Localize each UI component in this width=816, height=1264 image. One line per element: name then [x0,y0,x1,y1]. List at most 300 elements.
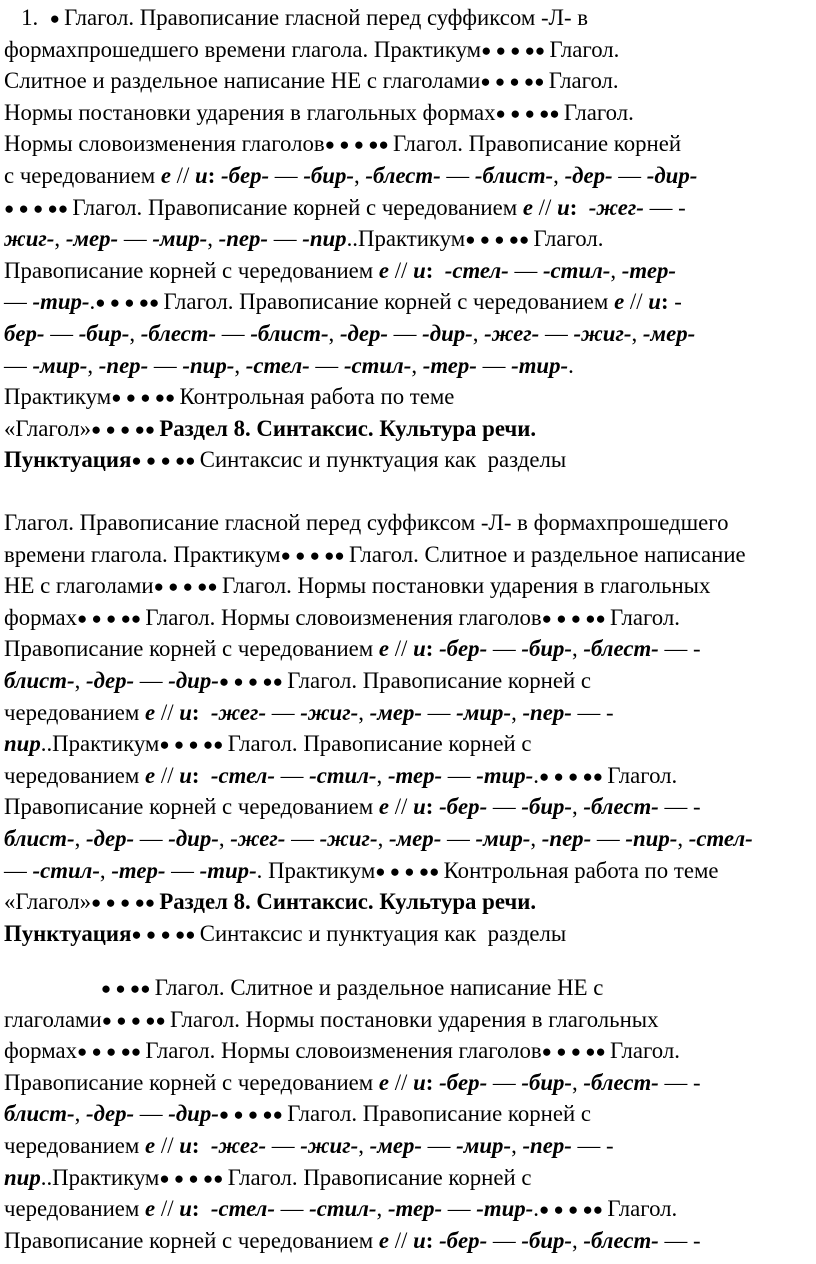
text-run: . Практикум [256,857,376,883]
bold-italic-root: -блест- [583,1227,659,1253]
bold-italic-root: -тер- [422,352,477,378]
text-run: // [389,1069,414,1095]
text-run: Глагол. Правописание корней с [227,1164,532,1190]
text-run: — [421,1133,457,1158]
text-run: // [532,194,558,220]
text-line [4,918,566,952]
text-run: Глагол. [549,36,620,62]
text-line [4,255,676,287]
text-run: — [476,352,512,378]
text-run: // [389,636,414,662]
text-run: // [624,289,649,315]
bold-italic-root: -бер- [439,636,488,662]
text-line [4,665,591,699]
bold-italic-root: -тер- [111,857,166,883]
text-run: , [553,163,565,188]
text-run: , [207,226,219,252]
bullet-dots: ● ● ● ●● [159,1168,228,1188]
bold-italic-root: -тир- [476,762,534,788]
text-run: , [511,699,523,725]
bold-text: : [660,289,669,315]
text-line [4,286,682,320]
text-run [200,700,211,725]
text-run: — [266,699,301,725]
bullet-dots: ● ● ● ●● [375,861,444,881]
bold-italic-root: е [614,289,625,315]
text-run: — - [658,636,701,662]
bold-italic-root: -мер- [65,226,119,252]
text-run: // [170,163,196,188]
text-run: Глагол. Слитное и раздельное написание НЕ с [154,975,604,1000]
text-run: Глагол. [563,99,634,125]
text-run: — [387,321,423,346]
text-run: // [155,1196,180,1222]
text-run: — [539,321,574,346]
text-line [4,728,532,762]
text-line [4,1162,532,1196]
bold-italic-root: -пер- [522,1133,572,1158]
text-run: Нормы словоизменения глаголов [4,131,325,157]
text-run: , [572,1069,584,1095]
bold-italic-root: е [378,257,390,283]
text-run: — [487,636,522,662]
bold-italic-root: -стел- [210,1196,275,1222]
text-run [200,1133,211,1158]
text-run: 1. [4,5,50,30]
bold-italic-root: и [648,289,661,315]
bold-italic-root: и [557,194,570,220]
text-run: чередованием [4,1133,146,1158]
text-run: - [668,289,682,315]
bold-text: : [425,1227,434,1253]
bold-italic-root: -стил- [542,257,611,283]
text-run: Глагол. Правописание корней [393,131,682,157]
text-run: — [4,857,33,883]
bold-italic-root: и [179,762,192,788]
bold-italic-root: е [145,1133,156,1158]
bullet-dots: ● ● ● ●● [77,608,146,628]
text-run: Нормы постановки ударения в глагольных формах [4,99,496,125]
text-run: глаголами [4,1006,102,1032]
text-run: Глагол. Нормы словоизменения глаголов [145,1038,542,1064]
text-line [4,539,746,573]
text-run: Правописание корней с чередованием [4,794,379,820]
bullet-dots: ● ● ● ●● [218,1105,288,1125]
bold-italic-root: -дир- [168,826,219,851]
text-run: , [572,1227,584,1253]
bold-italic-root: -блест- [140,321,217,346]
text-run: , [129,321,141,346]
bold-italic-root: -дер- [339,321,388,346]
bold-italic-root: е [145,699,156,725]
text-run: . [533,762,539,788]
bold-italic-root: -мер- [369,699,422,725]
text-run: — [268,226,303,252]
bold-italic-root: е [378,1069,390,1095]
bold-italic-root: -дир- [168,668,219,693]
text-run: формах [4,1038,78,1064]
text-run: . [89,289,96,315]
bold-italic-root: -пер- [541,826,592,851]
text-run: , [54,226,66,252]
text-line [4,886,536,920]
bold-italic-root: -бер- [221,163,270,188]
text-run: Правописание корней с чередованием [4,636,379,662]
text-run: «Глагол» [4,415,92,441]
text-run: НЕ с глаголами [4,573,154,599]
bold-text: : [207,163,216,188]
text-run: — [134,1101,169,1127]
text-run: Глагол. [610,1038,680,1064]
bullet-dots: ● ● ● ●● [77,1042,146,1062]
bold-italic-root: -бир- [521,794,572,820]
text-run: Глагол. [607,1196,678,1222]
bold-italic-root: е [145,762,156,788]
bold-italic-root: -бир- [521,636,572,662]
bold-italic-root: -жиг- [573,321,632,346]
bold-italic-root: -мир- [475,826,531,851]
text-run: , [328,321,340,346]
text-line [4,192,686,226]
text-run: Контрольная работа по теме [179,384,455,410]
bold-italic-root: блист- [4,826,75,851]
bold-italic-root: е [378,636,390,662]
bold-text: : [191,762,200,788]
text-line [4,972,603,1006]
text-run: Глагол. [607,762,678,788]
text-line [4,160,697,192]
bold-italic-root: и [413,1069,426,1095]
text-run: с чередованием [4,163,161,188]
text-line [4,855,719,889]
text-run: Глагол. Правописание гласной перед суффиксом -Л- в формахпрошедшего [4,510,729,535]
bold-italic-root: -тир- [32,289,90,315]
bold-text: Пунктуация [4,447,132,473]
bullet-dots: ● ● ● ●● [91,893,160,913]
bold-italic-root: -тер- [387,762,443,788]
text-line [4,697,614,729]
text-run: — [441,826,476,851]
text-run: , [411,352,423,378]
text-run: . [533,1196,539,1222]
text-run: Правописание корней с чередованием [4,257,379,283]
bold-italic-root: -мир- [152,226,208,252]
bullet-dots: ● ● ●● [100,979,155,998]
bold-italic-root: -тер- [387,1196,443,1222]
bold-text: : [191,1133,200,1158]
text-run: — - [571,1133,614,1158]
text-run: ..Практикум [40,1164,160,1190]
text-run: , [74,668,87,693]
text-line [4,34,619,68]
bullet-dots: ● ● ● ●● [101,1010,171,1030]
bold-italic-root: -жег- [210,1133,267,1158]
text-run: — [266,1133,301,1158]
text-line [4,444,566,478]
bold-italic-root: -дер- [86,826,135,851]
bold-italic-root: -жег- [210,699,267,725]
text-line [4,507,728,539]
text-run: Правописание корней с чередованием [4,1069,379,1095]
text-line [4,633,701,665]
bold-italic-root: -пер- [218,226,269,252]
text-line [4,65,619,99]
bold-italic-root: -стил- [309,762,377,788]
bold-italic-root: е [378,794,390,820]
text-run: , [472,321,485,346]
text-run: , [610,257,622,283]
bold-italic-root: -тир- [199,857,257,883]
bold-italic-root: и [413,636,426,662]
bullet-dots: ● ● ● ●● [131,924,200,944]
bold-text: : [425,636,434,662]
text-run: , [677,826,689,851]
bold-italic-root: -мир- [456,699,512,725]
bold-italic-root: пир [4,731,41,757]
bold-italic-root: -блист- [474,163,554,188]
bold-italic-root: -стел- [688,826,753,851]
bold-italic-root: и [179,1133,192,1158]
text-run: ..Практикум [40,731,160,757]
text-run: Глагол. Нормы словоизменения глаголов [145,604,542,630]
bullet-dots: ● ● ● ●● [495,103,564,123]
bullet-dots: ● ● ● ●● [95,293,164,313]
bold-italic-root: -стел- [210,762,275,788]
text-run: Глагол. Слитное и раздельное написание [348,541,746,567]
text-run: ..Практикум [346,226,466,252]
bold-italic-root: -бер- [439,1227,488,1253]
text-run [200,1196,211,1221]
text-run [4,975,101,1000]
bullet-dots: ● ● ● ●● [465,230,534,250]
bold-italic-root: и [179,1196,192,1222]
bold-italic-root: бер- [4,321,45,346]
bold-italic-root: -дер- [86,1101,135,1127]
bold-italic-root: -пер- [98,352,149,378]
text-run: — [165,857,200,883]
bullet-dots: ● ● ● ●● [4,198,73,218]
bold-text: Раздел 8. Синтаксис. Культура речи. [159,415,537,441]
text-run: — [591,826,626,851]
bullet-dots: ● ● ● ●● [324,135,394,155]
bullet-dots: ● ● ● ●● [541,608,611,628]
text-run: Синтаксис и пунктуация как разделы [199,447,567,473]
text-line [4,223,603,257]
text-run: формахпрошедшего времени глагола. Практикум [4,36,482,62]
text-run [200,763,211,788]
bold-italic-root: -стел- [444,257,509,283]
bold-text: : [191,1196,200,1222]
text-run: — [487,1069,522,1095]
text-run: — - [571,699,614,725]
text-run: , [631,321,643,346]
text-run: — [309,352,344,378]
text-line [4,760,677,794]
text-line [4,128,681,162]
bold-italic-root: -тер- [621,257,676,283]
text-run: — - [658,1069,701,1095]
bold-italic-root: -мер- [388,826,442,851]
text-line [4,602,680,636]
text-run: Глагол. [548,68,619,94]
bold-italic-root: блист- [4,668,75,693]
text-line [4,318,695,350]
bullet-dots: ● ● ● ●● [159,735,228,755]
text-run: — [421,699,457,725]
text-run: Глагол. Нормы постановки ударения в глагольных [221,573,711,599]
bold-italic-root: -стил- [343,352,412,378]
bullet-dots: ● ● ● ●● [538,766,608,786]
bold-text: : [191,699,200,725]
text-line [4,381,454,415]
text-run: Правописание корней с чередованием [4,1227,379,1253]
bold-italic-root: е [145,1196,156,1222]
text-run: — [274,1196,310,1222]
text-run: — [4,289,33,315]
bold-italic-root: -блест- [583,1069,659,1095]
text-run: чередованием [4,1196,146,1222]
bullet-dots: ● ● ● ●● [153,577,222,597]
bold-italic-root: -жиг- [300,1133,359,1158]
text-run: Глагол. Правописание корней с [287,668,591,693]
text-line [4,1225,701,1257]
text-run: Глагол. Правописание корней с [227,731,532,757]
bold-italic-root: -пир- [182,352,235,378]
bold-italic-root: -жиг- [300,699,359,725]
bold-italic-root: -тир- [476,1196,534,1222]
text-run: — [612,163,647,188]
text-run: // [155,762,180,788]
bullet-dots: ● [49,9,65,28]
bold-text: Раздел 8. Синтаксис. Культура речи. [159,889,537,915]
bold-italic-root: жиг- [4,226,55,252]
bullet-dots: ● ● ● ●● [91,419,160,439]
bullet-dots: ● ● ● ●● [111,388,180,408]
text-line [4,791,701,823]
text-run: , [353,163,366,188]
bullet-dots: ● ● ● ●● [481,40,550,60]
bold-italic-root: е [378,1227,390,1253]
bullet-dots: ● ● ● ●● [541,1042,611,1062]
text-line [4,1130,614,1162]
bold-italic-root: -пир- [625,826,678,851]
text-run: формах [4,604,78,630]
bold-italic-root: -дир- [646,163,698,188]
text-run: , [376,762,388,788]
bold-italic-root: -дир- [422,321,473,346]
bold-italic-root: -стел- [245,352,310,378]
text-line [4,1004,659,1038]
bold-text: : [569,194,578,220]
text-run: Глагол. [610,604,680,630]
bullet-dots: ● ● ● ●● [480,72,549,92]
text-run: , [530,826,542,851]
text-run: , [572,636,584,662]
text-run: , [74,1101,87,1127]
bold-italic-root: -блест- [583,794,659,820]
bold-italic-root: и [195,163,208,188]
text-run: Слитное и раздельное написание НЕ с глаголами [4,68,481,94]
text-run: чередованием [4,762,146,788]
text-run: — [216,321,251,346]
bold-italic-root: -бер- [439,1069,488,1095]
bold-italic-root: -стил- [32,857,100,883]
bold-italic-root: -бир- [78,321,130,346]
text-line [4,1035,680,1069]
text-run: Контрольная работа по теме [443,857,719,883]
text-run: , [377,826,389,851]
text-run: // [389,257,414,283]
text-run: , [218,826,231,851]
bold-italic-root: -пир [302,226,347,252]
bold-italic-root: -блист- [250,321,329,346]
text-run: — [134,826,169,851]
text-line [4,823,753,855]
bold-italic-root: -бир- [521,1069,572,1095]
text-run: , [74,826,87,851]
bold-italic-root: -пер- [522,699,572,725]
bullet-dots: ● ● ● ●● [131,451,200,471]
bold-text: : [425,257,434,283]
text-run: — [274,762,310,788]
text-run: — [440,163,475,188]
bullet-dots: ● ● ● ●● [280,545,349,565]
text-run: — [442,1196,477,1222]
text-run: — - [658,794,701,820]
text-run: — [285,826,320,851]
text-run: Глагол. Нормы постановки ударения в глагольных [170,1006,659,1032]
bold-italic-root: -дер- [86,668,135,693]
text-line [4,1067,701,1099]
bold-text: : [425,794,434,820]
text-line [4,1098,591,1132]
bold-italic-root: е [160,163,171,188]
text-run: , [376,1196,388,1222]
text-line [4,2,588,36]
text-run: // [155,1133,180,1158]
bold-italic-root: е [522,194,533,220]
text-run: — [269,163,304,188]
text-run: , [99,857,112,883]
bullet-dots: ● ● ● ●● [538,1200,608,1220]
text-line [4,1193,677,1227]
text-run: . [568,352,574,378]
text-run: // [389,1227,414,1253]
text-run: — [508,257,543,283]
bold-italic-root: -мир- [32,352,88,378]
text-run: — [487,1227,522,1253]
bold-italic-root: -бер- [439,794,488,820]
bold-italic-root: -мер- [642,321,696,346]
text-run: , [358,1133,370,1158]
bold-italic-root: -дир- [168,1101,219,1127]
text-run: // [389,794,414,820]
text-run: — [4,352,33,378]
bold-italic-root: -дер- [564,163,613,188]
text-run: , [87,352,99,378]
text-run: — - [643,194,686,220]
text-run [577,195,588,220]
text-run: — [442,762,477,788]
bold-italic-root: -жег- [588,194,644,220]
bold-italic-root: -мер- [369,1133,422,1158]
bold-italic-root: -жег- [230,826,286,851]
bold-italic-root: -жиг- [319,826,378,851]
bold-italic-root: -стил- [309,1196,377,1222]
text-run: — [44,321,79,346]
text-run: Глагол. Правописание корней с [287,1101,591,1127]
text-run: — - [658,1227,701,1253]
